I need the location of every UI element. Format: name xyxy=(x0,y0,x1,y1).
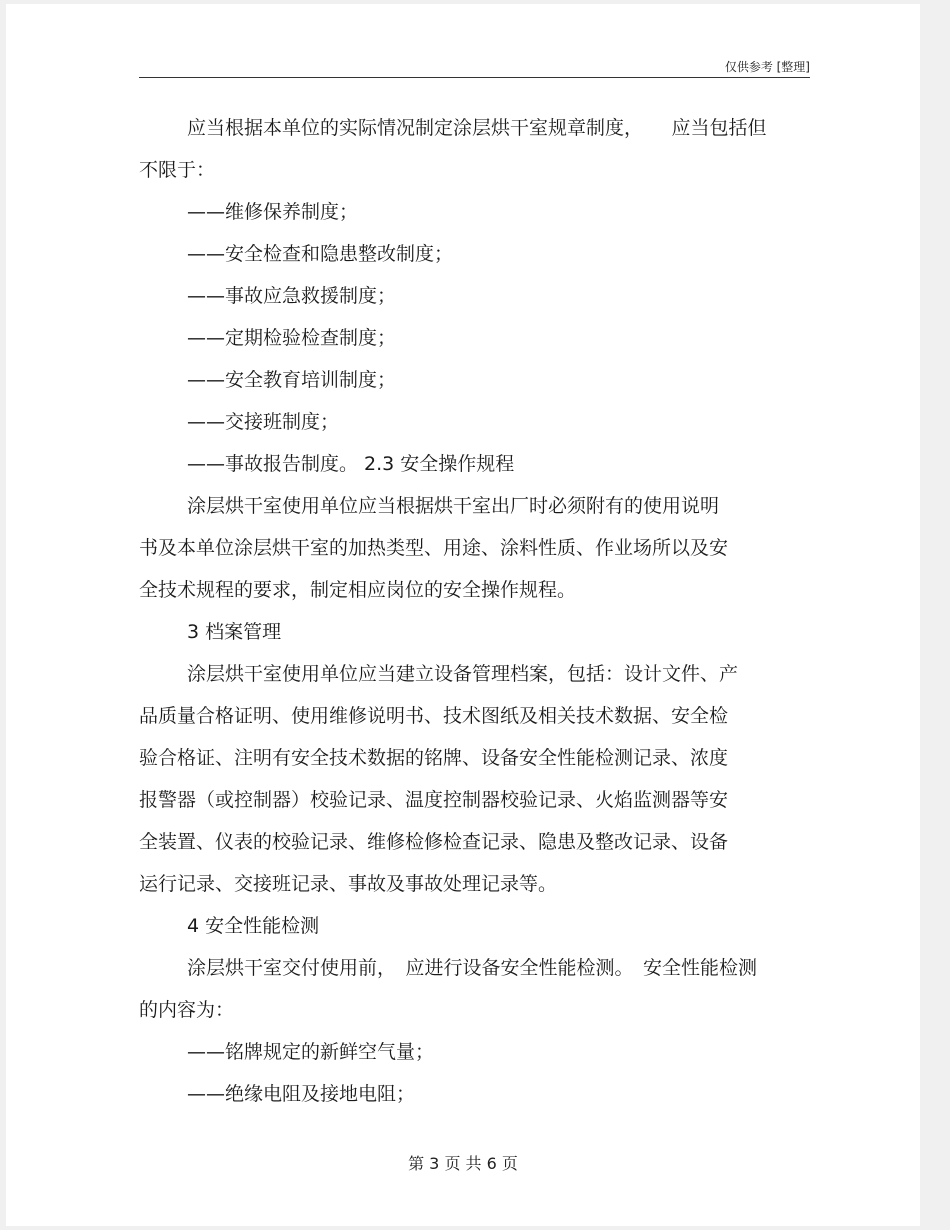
list-item: ——安全检查和隐患整改制度； xyxy=(187,243,454,265)
document-page xyxy=(6,4,920,1226)
body-line: 应当根据本单位的实际情况制定涂层烘干室规章制度， 应当包括但 xyxy=(187,117,767,139)
body-line: 品质量合格证明、使用维修说明书、技术图纸及相关技术数据、安全检 xyxy=(139,705,729,727)
body-line: 全技术规程的要求，制定相应岗位的安全操作规程。 xyxy=(139,579,577,601)
page-number-footer: 第 3 页 共 6 页 xyxy=(408,1154,518,1173)
section-heading: 3 档案管理 xyxy=(187,621,282,643)
document-body xyxy=(139,107,819,1115)
body-line: 涂层烘干室使用单位应当根据烘干室出厂时必须附有的使用说明 xyxy=(187,495,720,517)
body-line: 全装置、仪表的校验记录、维修检修检查记录、隐患及整改记录、设备 xyxy=(139,831,729,853)
body-line: 验合格证、注明有安全技术数据的铭牌、设备安全性能检测记录、浓度 xyxy=(139,747,729,769)
list-item: ——交接班制度； xyxy=(187,411,340,433)
body-line: 报警器（或控制器）校验记录、温度控制器校验记录、火焰监测器等安 xyxy=(139,789,729,811)
body-line: 涂层烘干室使用单位应当建立设备管理档案，包括：设计文件、产 xyxy=(187,663,739,685)
list-item: ——绝缘电阻及接地电阻； xyxy=(187,1083,416,1105)
list-item: ——事故应急救援制度； xyxy=(187,285,397,307)
list-item: ——定期检验检查制度； xyxy=(187,327,397,349)
header-divider xyxy=(139,77,810,78)
body-line: 涂层烘干室交付使用前， 应进行设备安全性能检测。 安全性能检测 xyxy=(187,957,758,979)
list-item: ——维修保养制度； xyxy=(187,201,359,223)
body-line: 书及本单位涂层烘干室的加热类型、用途、涂料性质、作业场所以及安 xyxy=(139,537,729,559)
section-heading: 4 安全性能检测 xyxy=(187,915,320,937)
body-line: 不限于： xyxy=(139,159,216,181)
body-line: 运行记录、交接班记录、事故及事故处理记录等。 xyxy=(139,873,558,895)
list-item: ——安全教育培训制度； xyxy=(187,369,397,391)
page-header: 仅供参考 [整理] xyxy=(724,60,810,74)
list-item: ——事故报告制度。 2.3 安全操作规程 xyxy=(187,453,515,475)
body-line: 的内容为： xyxy=(139,999,235,1021)
list-item: ——铭牌规定的新鲜空气量； xyxy=(187,1041,435,1063)
